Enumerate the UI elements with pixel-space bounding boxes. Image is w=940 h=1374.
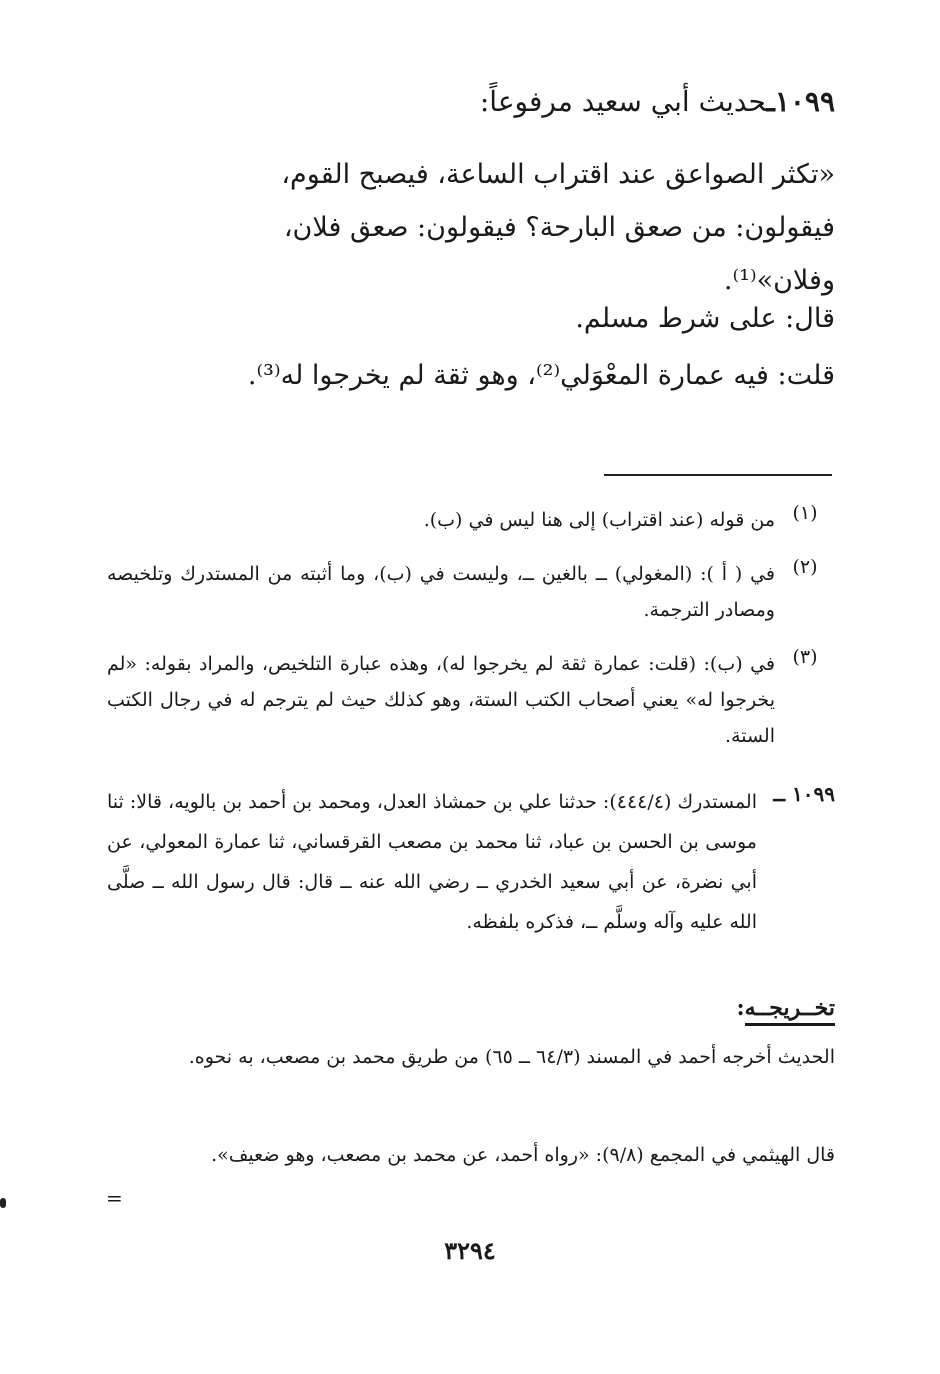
footnote-2 (107, 556, 835, 628)
takhrij-entry-number: ١٠٩٩ ــ (773, 782, 835, 806)
footnote-number: (٣) (792, 646, 818, 668)
takhrij-paragraph: الحديث أخرجه أحمد في المسند (٦٤/٣ ــ ٦٥) من طريق محمد بن مصعب، به نحوه. (188, 1046, 835, 1068)
qultu-line: قلت: فيه عمارة المعْوَلي⁽²⁾، وهو ثقة لم يخرجوا له⁽³⁾. (247, 360, 835, 391)
footnote-divider (604, 474, 832, 476)
hadith-heading (115, 85, 835, 118)
footnote-number: (١) (792, 502, 818, 524)
takhrij-heading-text: تخــريجــه (745, 995, 835, 1026)
continuation-mark: = (106, 1186, 123, 1210)
edge-mark (0, 1198, 6, 1208)
takhrij-paragraph: قال الهيثمي في المجمع (٩/٨): «رواه أحمد، عن محمد بن مصعب، وهو ضعيف». (211, 1144, 835, 1166)
takhrij-entry-text: المستدرك (٤٤٤/٤): حدثنا علي بن حمشاذ العدل، ومحمد بن أحمد بن بالويه، قالا: ثنا موسى بن الحسن بن عباد، ثنا محمد بن مصعب القرقساني، ثنا عمارة المعولي، عن أبي نضرة، عن أبي سعيد الخدري ــ رضي الله عنه ــ قال: قال رسول الله ــ صلَّى الله عليه وآله وسلَّم ــ، فذكره بلفظه. (107, 791, 757, 933)
qala-line: قال: على شرط مسلم. (575, 303, 835, 334)
footnote-3 (107, 646, 835, 754)
page-number: ٣٢٩٤ (444, 1236, 496, 1265)
takhrij-heading-colon: : (736, 995, 745, 1021)
takhrij-heading (235, 995, 835, 1021)
takhrij-entry (107, 782, 835, 942)
footnote-number: (٢) (792, 556, 818, 578)
footnote-text: في (ب): (قلت: عمارة ثقة لم يخرجوا له)، وهذه عبارة التلخيص، والمراد بقوله: «لم يخرجوا له» يعني أصحاب الكتب الستة، وهو كذلك حيث لم يترجم له في رجال الكتب الستة. (107, 653, 775, 747)
hadith-title: حديث أبي سعيد مرفوعاً: (479, 85, 767, 118)
footnote-1 (107, 502, 835, 538)
hadith-text (125, 148, 835, 307)
hadith-number: ١٠٩٩ـ (766, 85, 835, 118)
hadith-text-line: «تكثر الصواعق عند اقتراب الساعة، فيصبح القوم، (281, 159, 835, 190)
hadith-text-line: فيقولون: من صعق البارحة؟ فيقولون: صعق فلان، (283, 212, 835, 243)
footnote-text: في ( أ ): (المغولي) ــ بالغين ــ، وليست في (ب)، وما أثبته من المستدرك وتلخيصه ومصادر الترجمة. (107, 563, 775, 621)
footnote-text: من قوله (عند اقتراب) إلى هنا ليس في (ب). (423, 509, 775, 531)
hadith-text-line: وفلان»⁽¹⁾. (723, 265, 835, 296)
